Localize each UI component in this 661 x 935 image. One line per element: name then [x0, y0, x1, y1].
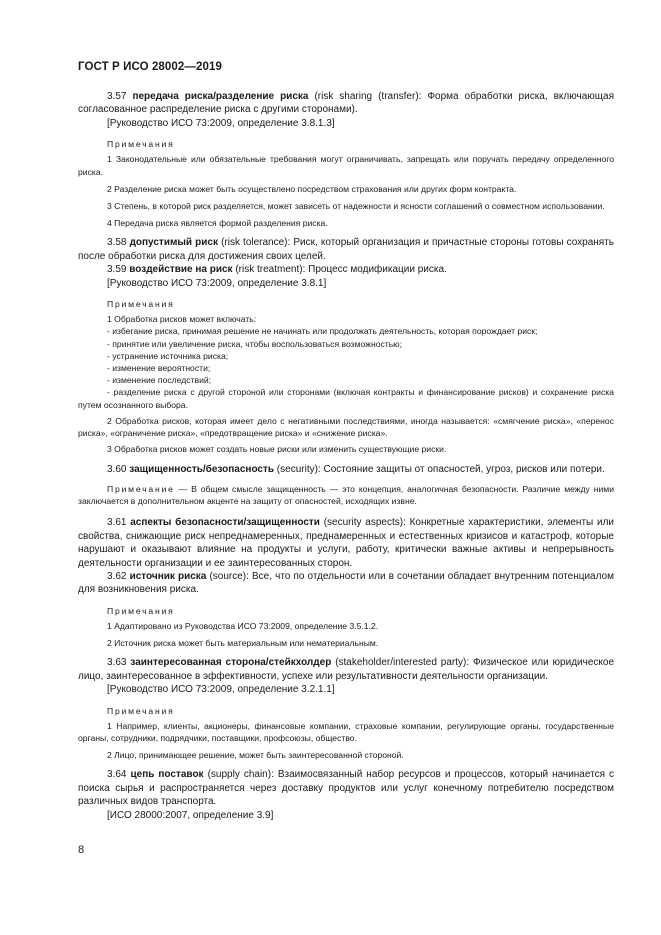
notes-heading: Примечания: [107, 139, 175, 150]
term-number: 3.63: [107, 657, 131, 669]
term-definition: [78, 90, 614, 117]
note-item: - изменение последствий;: [107, 375, 212, 386]
note-item: - изменение вероятности;: [107, 363, 211, 374]
term-text: (source): Все, что по отдельности или в сочетании обладает внутренним потенциалом для возникновения риска.: [78, 570, 614, 596]
inline-note: [78, 483, 614, 507]
note-item: 3 Обработка рисков может создать новые риски или изменить существующие риски.: [107, 444, 447, 455]
term-text: (risk sharing (transfer): Форма обработки риска, включающая согласованное распределение риска с другими сторонами).: [78, 91, 615, 116]
note-item: 2 Обработка рисков, которая имеет дело с негативными последствиями, иногда называется: «смягчение риска», «перенос риска», «ограничение риска», «предотвращение риска» и «снижение риска».: [78, 415, 614, 439]
term-number: 3.58: [107, 237, 130, 249]
term-number: 3.60: [107, 463, 130, 475]
note-item: 1 Законодательные или обязательные требования могут ограничивать, запрещать или поручать передачу определенного риска.: [78, 154, 614, 177]
term-title: защищенность/безопасность: [129, 463, 275, 475]
term-title: цепь поставок: [130, 769, 204, 781]
term-definition: [78, 463, 614, 476]
term-text: (security): Состояние защиты от опасностей, угроз, рисков или потери.: [274, 463, 605, 475]
term-definition: [78, 263, 614, 276]
term-number: 3.62: [107, 570, 130, 582]
term-text: (supply chain): Взаимосвязанный набор ресурсов и процессов, который начинается с поиска сырья и распространяется через доставку продуктов или услуг конечному потребителю посредством различных видов транспорта.: [78, 769, 614, 808]
term-number: 3.64: [107, 769, 131, 781]
term-title: передача риска/разделение риска: [132, 91, 309, 102]
term-number: 3.59: [107, 264, 130, 276]
source-reference: [Руководство ИСО 73:2009, определение 3.8.1]: [107, 277, 327, 289]
term-definition: [78, 768, 614, 808]
notes-heading: Примечания: [107, 299, 175, 310]
notes-heading: Примечания: [107, 705, 175, 716]
term-text: (security aspects): Конкретные характеристики, элементы или свойства, снижающие риск непреднамеренных, преднамеренных и естественных кризисов и катастроф, которые нарушают и оказывают влияние на продукты и услуги, работу, критически важные активы и непрерывность деятельности организации и ее заинтересованных сторон.: [78, 517, 614, 569]
source-reference: [Руководство ИСО 73:2009, определение 3.2.1.1]: [107, 684, 335, 696]
note-item: 1 Например, клиенты, акционеры, финансовые компании, страховые компании, регулирующие органы, государственные органы, сотрудники, подрядчики, поставщики, профсоюзы, общество.: [78, 720, 614, 743]
note-item: - устранение источника риска;: [107, 350, 229, 361]
term-text: (stakeholder/interested party): Физическое или юридическое лицо, заинтересованное в эффективности, успехе или результативности деятельности организации.: [78, 657, 615, 682]
term-title: допустимый риск: [129, 237, 218, 249]
term-title: заинтересованная сторона/стейкхолдер: [130, 657, 332, 669]
document-body: [78, 90, 614, 822]
term-number: 3.57: [107, 91, 133, 102]
note-item: 3 Степень, в которой риск разделяется, может зависеть от надежности и ясности соглашений о совместном использовании.: [107, 201, 605, 212]
term-definition: [78, 236, 614, 263]
source-reference: [Руководство ИСО 73:2009, определение 3.8.1.3]: [107, 117, 335, 129]
term-number: 3.61: [107, 517, 131, 529]
notes-heading: Примечания: [107, 605, 175, 616]
note-label: Примечание: [107, 483, 175, 494]
note-item: 2 Разделение риска может быть осуществлено посредством страхования или других форм контракта.: [107, 183, 517, 194]
note-item: - разделение риска с другой стороной или сторонами (включая контракты и финансирование рисков) и сохранение риска путем осознанного выбора.: [78, 387, 614, 410]
note-item: 2 Лицо, принимающее решение, может быть заинтересованной стороной.: [107, 750, 404, 761]
term-title: аспекты безопасности/защищенности: [130, 517, 320, 529]
term-title: источник риска: [129, 570, 207, 582]
note-item: 1 Обработка рисков может включать:: [107, 314, 257, 325]
term-text: (risk tolerance): Риск, который организация и причастные стороны готовы сохранять после обработки риска для достижения своих целей.: [78, 237, 614, 262]
term-title: воздействие на риск: [129, 264, 233, 276]
source-reference: [ИСО 28000:2007, определение 3.9]: [107, 809, 274, 821]
page-number: 8: [78, 844, 85, 856]
note-item: - избегание риска, принимая решение не начинать или продолжать деятельность, которая порождает риск;: [107, 326, 538, 337]
note-item: 2 Источник риска может быть материальным или нематериальным.: [107, 638, 379, 649]
term-definition: [78, 516, 614, 570]
term-definition: [78, 656, 614, 683]
standard-header: ГОСТ Р ИСО 28002—2019: [78, 61, 223, 73]
note-item: 4 Передача риска является формой разделения риска.: [107, 218, 328, 229]
note-item: 1 Адаптировано из Руководства ИСО 73:2009, определение 3.5.1.2.: [107, 620, 379, 631]
note-text: — В общем смысле защищенность — это концепция, аналогичная безопасности. Различие между ними заключается в дополнительном акценте на защиту от опасностей, исходящих извне.: [78, 483, 614, 507]
term-definition: [78, 570, 614, 597]
note-item: - принятие или увеличение риска, чтобы воспользоваться возможностью;: [107, 338, 403, 349]
term-text: (risk treatment): Процесс модификации риска.: [232, 264, 447, 276]
